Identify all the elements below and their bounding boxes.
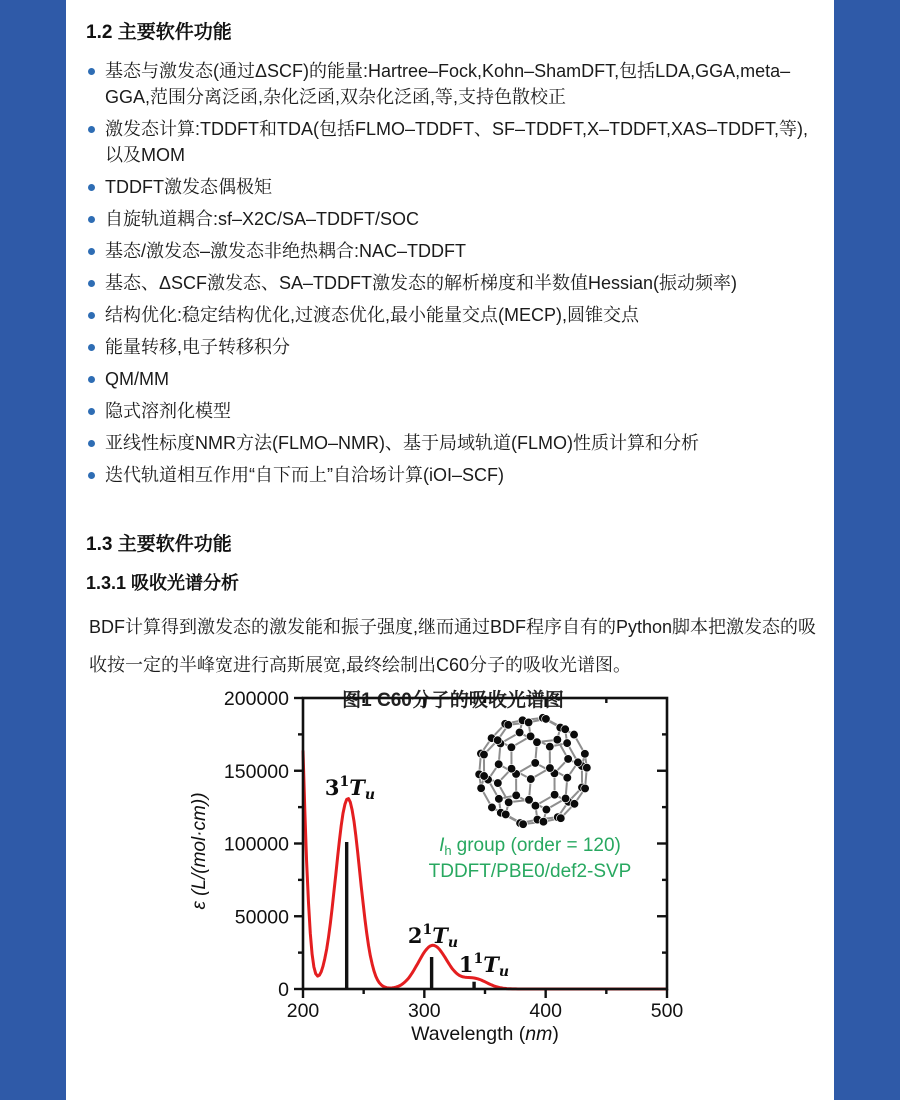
list-item-text: 隐式溶剂化模型 bbox=[105, 401, 231, 421]
bullet-icon bbox=[88, 440, 95, 447]
svg-text:100000: 100000 bbox=[223, 833, 289, 856]
list-item-text: 能量转移,电子转移积分 bbox=[105, 337, 290, 357]
list-item bbox=[88, 116, 820, 174]
figure-caption: 图1 C60分子的吸收光谱图 bbox=[342, 690, 564, 711]
bullet-icon bbox=[88, 408, 95, 415]
bullet-icon bbox=[88, 184, 95, 191]
absorption-spectrum-figure bbox=[86, 688, 820, 1048]
state-label: $2^1Tu$ bbox=[407, 922, 459, 951]
x-axis-label: Wavelength (nm) bbox=[411, 1023, 559, 1045]
list-item-text: 迭代轨道相互作用“自下而上”自洽场计算(iOI–SCF) bbox=[105, 465, 504, 485]
list-item-text: 基态与激发态(通过ΔSCF)的能量:Hartree–Fock,Kohn–ShamDFT,包括LDA,GGA,meta–GGA,范围分离泛函,杂化泛函,双杂化泛函,等,支持色散校正 bbox=[105, 61, 791, 107]
svg-text:0: 0 bbox=[278, 979, 289, 1001]
absorption-spectrum-chart bbox=[180, 688, 720, 1048]
list-item bbox=[88, 462, 820, 494]
document-content bbox=[66, 0, 834, 1100]
list-item-text: TDDFT激发态偶极矩 bbox=[105, 177, 272, 197]
list-item bbox=[88, 270, 820, 302]
list-item-text: 基态、ΔSCF激发态、SA–TDDFT激发态的解析梯度和半数值Hessian(振动频率) bbox=[105, 273, 738, 293]
svg-text:50000: 50000 bbox=[234, 906, 289, 929]
feature-list bbox=[86, 58, 820, 520]
right-border-decoration bbox=[834, 0, 900, 1100]
list-item-text: 自旋轨道耦合:sf–X2C/SA–TDDFT/SOC bbox=[105, 209, 420, 229]
list-item-text: 结构优化:稳定结构优化,过渡态优化,最小能量交点(MECP),圆锥交点 bbox=[105, 305, 639, 325]
bullet-icon bbox=[88, 472, 95, 479]
list-item bbox=[88, 302, 820, 334]
svg-text:300: 300 bbox=[408, 1000, 441, 1022]
list-item bbox=[88, 398, 820, 430]
bullet-icon bbox=[88, 248, 95, 255]
list-item bbox=[88, 430, 820, 462]
svg-text:500: 500 bbox=[650, 1000, 684, 1022]
state-label: $1^1Tu$ bbox=[458, 951, 510, 980]
c60-molecule-image bbox=[475, 714, 591, 829]
svg-text:150000: 150000 bbox=[223, 760, 289, 783]
bullet-icon bbox=[88, 344, 95, 351]
state-label: $3^1Tu$ bbox=[324, 774, 376, 803]
section-heading-1-2: 1.2 主要软件功能 bbox=[86, 22, 232, 43]
list-item-text: 激发态计算:TDDFT和TDA(包括FLMO–TDDFT、SF–TDDFT,X–TDDFT,XAS–TDDFT,等),以及MOM bbox=[105, 119, 808, 165]
bullet-icon bbox=[88, 68, 95, 75]
bullet-icon bbox=[88, 280, 95, 287]
svg-text:200: 200 bbox=[286, 1000, 320, 1022]
left-border-decoration bbox=[0, 0, 66, 1100]
list-item bbox=[88, 366, 820, 398]
list-item bbox=[88, 58, 820, 116]
list-item-text: QM/MM bbox=[105, 369, 169, 389]
subsection-heading-1-3-1: 1.3.1 吸收光谱分析 bbox=[86, 573, 240, 593]
list-item bbox=[88, 174, 820, 206]
bullet-icon bbox=[88, 216, 95, 223]
symmetry-annotation: $I_h$ group (order = 120) bbox=[439, 835, 621, 858]
bullet-icon bbox=[88, 312, 95, 319]
bullet-icon bbox=[88, 376, 95, 383]
svg-text:200000: 200000 bbox=[223, 688, 289, 710]
method-annotation: TDDFT/PBE0/def2-SVP bbox=[428, 861, 632, 882]
list-item bbox=[88, 238, 820, 270]
svg-text:400: 400 bbox=[529, 1000, 562, 1022]
section-heading-1-3: 1.3 主要软件功能 bbox=[86, 534, 232, 555]
list-item-text: 亚线性标度NMR方法(FLMO–NMR)、基于局域轨道(FLMO)性质计算和分析 bbox=[105, 433, 699, 453]
bullet-icon bbox=[88, 126, 95, 133]
y-axis-label: ε (L/(mol·cm)) bbox=[189, 792, 210, 910]
list-item bbox=[88, 334, 820, 366]
list-item-text: 基态/激发态–激发态非绝热耦合:NAC–TDDFT bbox=[105, 241, 467, 261]
body-paragraph: BDF计算得到激发态的激发能和振子强度,继而通过BDF程序自有的Python脚本把激发态的吸收按一定的半峰宽进行高斯展宽,最终绘制出C60分子的吸收光谱图。 bbox=[89, 617, 817, 675]
list-item bbox=[88, 206, 820, 238]
